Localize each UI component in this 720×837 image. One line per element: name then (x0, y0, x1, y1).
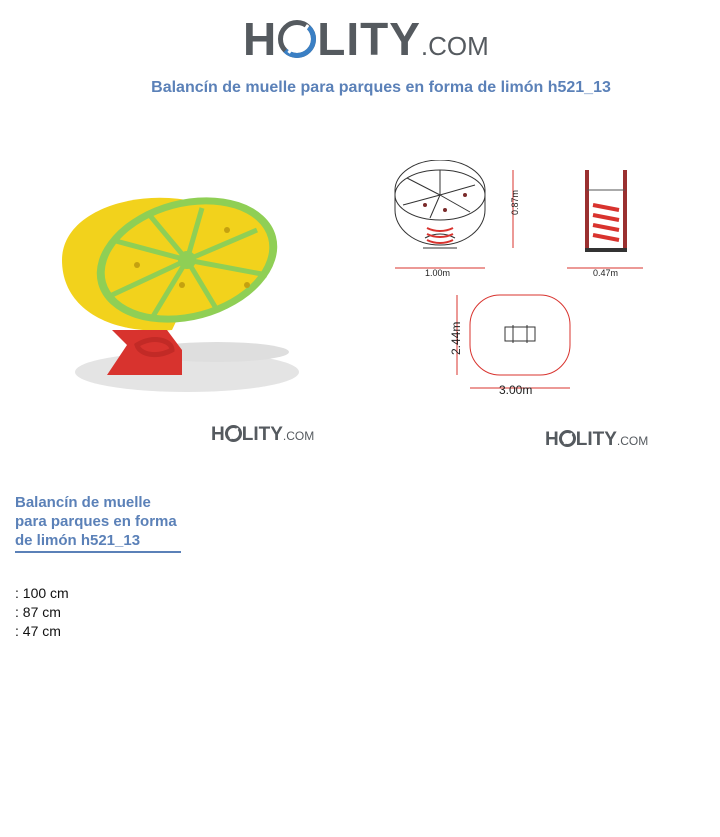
logo-letter-h: H (243, 13, 278, 65)
logo-letters: LITY (317, 13, 421, 65)
brand-logo-small (211, 423, 314, 446)
product-heading: Balancín de muelle para parques en forma de limón h521_13 (15, 493, 181, 553)
spec-height: : 87 cm (15, 604, 61, 620)
height-label: 0.87m (510, 189, 520, 215)
technical-drawing (385, 160, 650, 405)
logo-letter-h: H (545, 429, 559, 450)
brand-logo-small (545, 428, 648, 451)
logo-letters: LITY (575, 429, 617, 450)
brand-logo[interactable] (243, 12, 489, 66)
spec-depth: : 47 cm (15, 623, 61, 639)
side-view (567, 170, 643, 268)
logo-domain: .COM (616, 434, 649, 448)
page-title: Balancín de muelle para parques en forma de limón h521_13 (151, 79, 611, 96)
logo-o-icon (559, 430, 576, 447)
area-width-label: 3.00m (499, 383, 533, 397)
logo-o-icon (278, 20, 316, 58)
safety-area (457, 295, 570, 388)
logo-o-icon (225, 425, 242, 442)
area-height-label: 2.44m (449, 321, 463, 355)
product-photo (52, 180, 302, 410)
logo-letter-h: H (211, 424, 225, 445)
spec-width: : 100 cm (15, 585, 69, 601)
logo-domain: .COM (420, 31, 489, 61)
width-label: 1.00m (425, 268, 451, 278)
depth-label: 0.47m (593, 268, 619, 278)
front-view (395, 160, 485, 248)
logo-domain: .COM (282, 429, 315, 443)
logo-letters: LITY (241, 424, 283, 445)
